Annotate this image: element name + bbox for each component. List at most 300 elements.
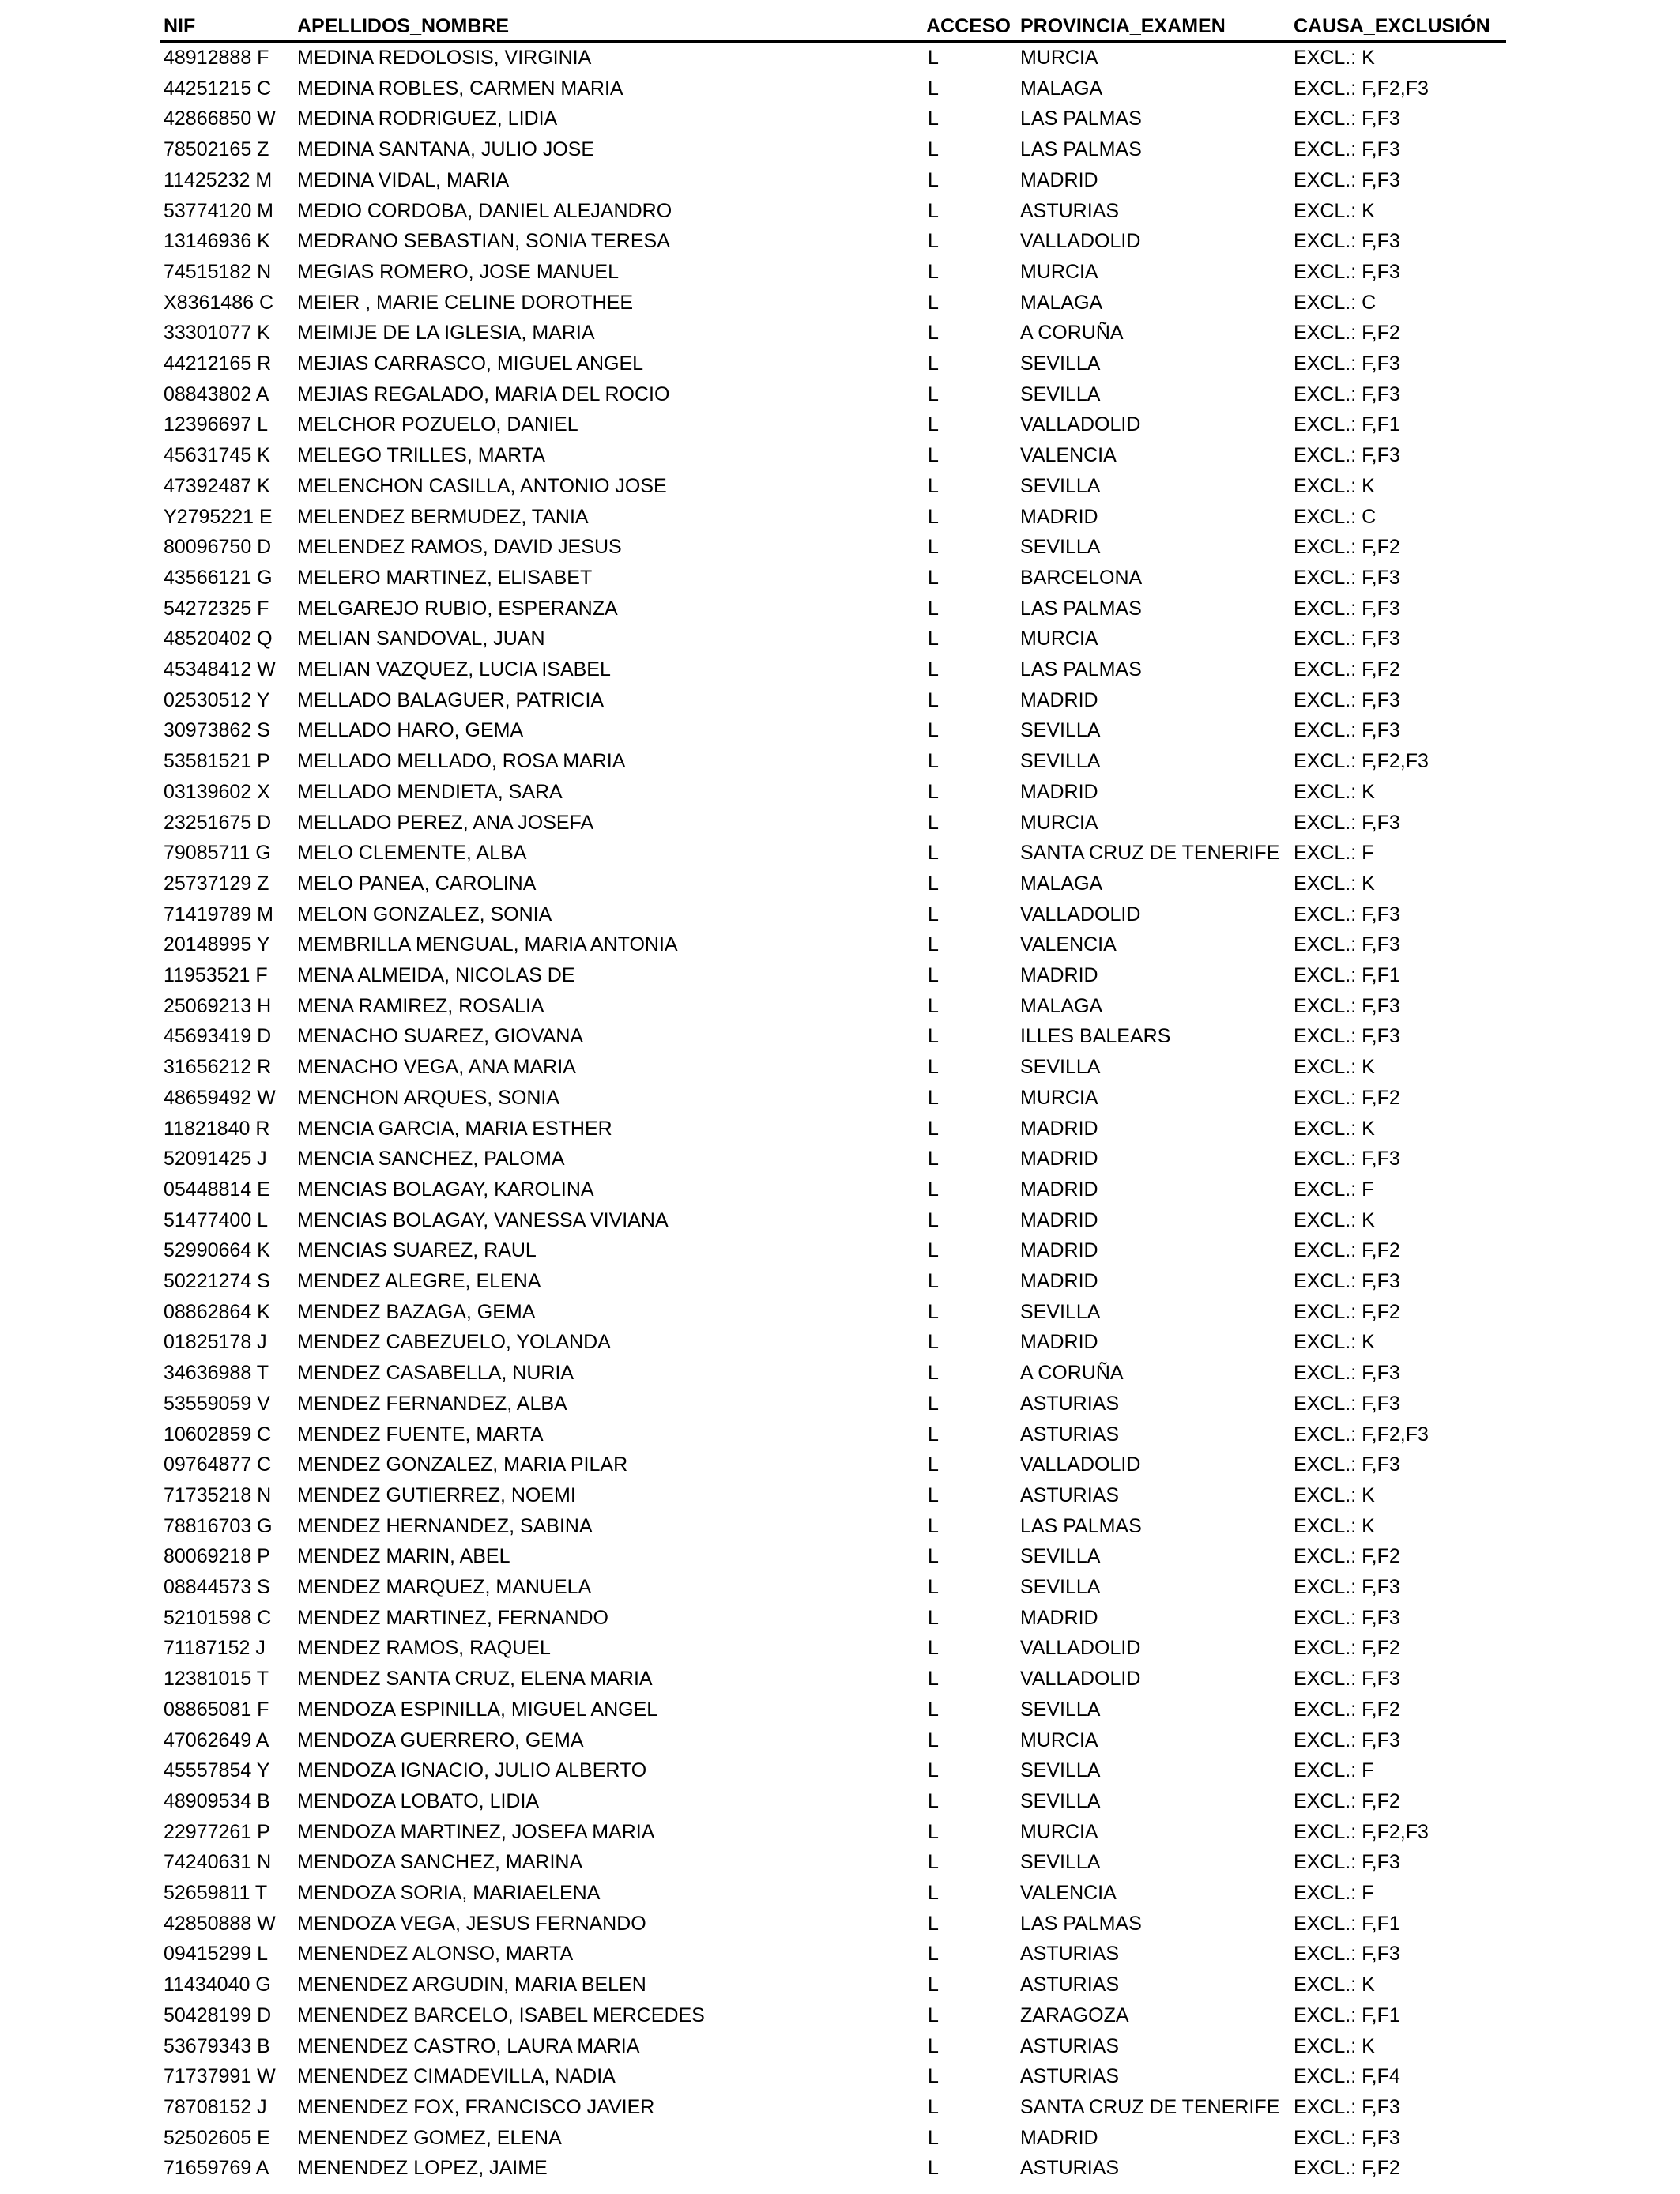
cell-acceso: L	[928, 1851, 939, 1874]
table-row	[0, 1603, 1680, 1634]
cell-nif: 08843802 A	[164, 383, 269, 405]
table-row	[0, 960, 1680, 991]
cell-acceso: L	[928, 1668, 939, 1691]
cell-provincia-examen: MURCIA	[1020, 47, 1098, 69]
cell-provincia-examen: SEVILLA	[1020, 1759, 1101, 1782]
cell-nif: 50428199 D	[164, 2004, 272, 2026]
cell-nif: 13146936 K	[164, 230, 270, 253]
cell-provincia-examen: ASTURIAS	[1020, 2034, 1120, 2057]
cell-provincia-examen: LAS PALMAS	[1020, 138, 1142, 161]
cell-acceso: L	[928, 47, 939, 69]
table-row	[0, 777, 1680, 808]
table-row	[0, 2031, 1680, 2062]
cell-apellidos-nombre: MENDEZ MARIN, ABEL	[297, 1545, 510, 1568]
cell-acceso: L	[928, 2065, 939, 2088]
cell-nif: 45557854 Y	[164, 1759, 270, 1782]
cell-nif: 74240631 N	[164, 1851, 272, 1874]
cell-apellidos-nombre: MENENDEZ BARCELO, ISABEL MERCEDES	[297, 2004, 705, 2026]
table-row	[0, 409, 1680, 440]
table-row	[0, 1389, 1680, 1419]
cell-acceso: L	[928, 1148, 939, 1171]
cell-apellidos-nombre: MENDOZA VEGA, JESUS FERNANDO	[297, 1912, 646, 1935]
table-row	[0, 1725, 1680, 1756]
cell-nif: 53581521 P	[164, 750, 270, 773]
cell-acceso: L	[928, 230, 939, 253]
cell-causa-exclusion: EXCL.: K	[1294, 872, 1375, 895]
cell-nif: 52659811 T	[164, 1882, 268, 1904]
cell-nif: 48909534 B	[164, 1789, 270, 1812]
cell-nif: 52091425 J	[164, 1148, 267, 1171]
table-row	[0, 1878, 1680, 1909]
cell-causa-exclusion: EXCL.: K	[1294, 199, 1375, 222]
cell-acceso: L	[928, 1759, 939, 1782]
table-row	[0, 74, 1680, 104]
cell-nif: 48659492 W	[164, 1086, 276, 1109]
cell-provincia-examen: MADRID	[1020, 1148, 1098, 1171]
cell-nif: 53679343 B	[164, 2034, 270, 2057]
cell-provincia-examen: MADRID	[1020, 1239, 1098, 1262]
cell-apellidos-nombre: MEIER , MARIE CELINE DOROTHEE	[297, 291, 634, 314]
table-row	[0, 1419, 1680, 1450]
cell-apellidos-nombre: MENDOZA SORIA, MARIAELENA	[297, 1882, 601, 1904]
cell-causa-exclusion: EXCL.: F,F3	[1294, 1576, 1400, 1598]
cell-apellidos-nombre: MENDOZA IGNACIO, JULIO ALBERTO	[297, 1759, 647, 1782]
table-row	[0, 2123, 1680, 2154]
cell-acceso: L	[928, 2034, 939, 2057]
cell-apellidos-nombre: MENDEZ FERNANDEZ, ALBA	[297, 1392, 567, 1415]
cell-provincia-examen: MADRID	[1020, 168, 1098, 191]
cell-causa-exclusion: EXCL.: F,F2	[1294, 1086, 1400, 1109]
cell-provincia-examen: MADRID	[1020, 688, 1098, 711]
cell-causa-exclusion: EXCL.: F,F3	[1294, 107, 1400, 130]
cell-nif: 52990664 K	[164, 1239, 270, 1262]
cell-acceso: L	[928, 2095, 939, 2118]
cell-apellidos-nombre: MENCIA SANCHEZ, PALOMA	[297, 1148, 565, 1171]
table-row	[0, 563, 1680, 594]
cell-causa-exclusion: EXCL.: F	[1294, 1178, 1374, 1201]
cell-causa-exclusion: EXCL.: K	[1294, 1483, 1375, 1506]
cell-causa-exclusion: EXCL.: F,F1	[1294, 1912, 1400, 1935]
cell-provincia-examen: SEVILLA	[1020, 1056, 1101, 1079]
cell-nif: 25069213 H	[164, 994, 272, 1017]
cell-apellidos-nombre: MENDEZ SANTA CRUZ, ELENA MARIA	[297, 1668, 653, 1691]
cell-provincia-examen: MURCIA	[1020, 811, 1098, 834]
cell-acceso: L	[928, 2157, 939, 2180]
cell-acceso: L	[928, 1239, 939, 1262]
cell-apellidos-nombre: MENCIA GARCIA, MARIA ESTHER	[297, 1117, 612, 1140]
cell-provincia-examen: MURCIA	[1020, 260, 1098, 283]
cell-causa-exclusion: EXCL.: F,F3	[1294, 1270, 1400, 1292]
cell-apellidos-nombre: MENDEZ FUENTE, MARTA	[297, 1423, 544, 1446]
cell-nif: 45348412 W	[164, 658, 276, 680]
cell-nif: 08844573 S	[164, 1576, 270, 1598]
cell-causa-exclusion: EXCL.: C	[1294, 505, 1377, 528]
table-row	[0, 869, 1680, 899]
cell-apellidos-nombre: MENDEZ HERNANDEZ, SABINA	[297, 1514, 593, 1537]
cell-nif: 78816703 G	[164, 1514, 273, 1537]
cell-provincia-examen: SEVILLA	[1020, 1300, 1101, 1323]
cell-nif: 25737129 Z	[164, 872, 269, 895]
cell-apellidos-nombre: MELLADO HARO, GEMA	[297, 719, 524, 742]
table-row	[0, 929, 1680, 960]
cell-provincia-examen: ASTURIAS	[1020, 1973, 1120, 1996]
cell-nif: 12396697 L	[164, 413, 269, 436]
cell-nif: 50221274 S	[164, 1270, 270, 1292]
cell-nif: 42866850 W	[164, 107, 276, 130]
cell-nif: 51477400 L	[164, 1208, 269, 1231]
cell-nif: 78502165 Z	[164, 138, 269, 161]
cell-apellidos-nombre: MENDEZ GUTIERREZ, NOEMI	[297, 1483, 576, 1506]
table-row	[0, 1114, 1680, 1144]
cell-nif: 22977261 P	[164, 1820, 270, 1843]
cell-provincia-examen: ASTURIAS	[1020, 1943, 1120, 1966]
cell-provincia-examen: MURCIA	[1020, 1728, 1098, 1751]
cell-provincia-examen: SEVILLA	[1020, 383, 1101, 405]
cell-apellidos-nombre: MELIAN SANDOVAL, JUAN	[297, 628, 545, 650]
cell-acceso: L	[928, 260, 939, 283]
cell-nif: 23251675 D	[164, 811, 272, 834]
cell-apellidos-nombre: MENDOZA SANCHEZ, MARINA	[297, 1851, 583, 1874]
table-row	[0, 1083, 1680, 1114]
cell-apellidos-nombre: MELLADO MELLADO, ROSA MARIA	[297, 750, 626, 773]
cell-apellidos-nombre: MENENDEZ ALONSO, MARTA	[297, 1943, 574, 1966]
cell-provincia-examen: SEVILLA	[1020, 352, 1101, 375]
cell-nif: 71735218 N	[164, 1483, 272, 1506]
cell-apellidos-nombre: MELON GONZALEZ, SONIA	[297, 903, 552, 925]
cell-causa-exclusion: EXCL.: F,F2,F3	[1294, 77, 1429, 100]
cell-provincia-examen: LAS PALMAS	[1020, 1514, 1142, 1537]
cell-causa-exclusion: EXCL.: F,F1	[1294, 964, 1400, 986]
table-row	[0, 532, 1680, 563]
table-row	[0, 1235, 1680, 1266]
cell-provincia-examen: MURCIA	[1020, 1086, 1098, 1109]
cell-causa-exclusion: EXCL.: F,F3	[1294, 1728, 1400, 1751]
cell-causa-exclusion: EXCL.: F,F2,F3	[1294, 750, 1429, 773]
cell-apellidos-nombre: MEDIO CORDOBA, DANIEL ALEJANDRO	[297, 199, 672, 222]
cell-causa-exclusion: EXCL.: K	[1294, 1117, 1375, 1140]
table-row	[0, 899, 1680, 930]
table-row	[0, 2153, 1680, 2184]
cell-causa-exclusion: EXCL.: F,F3	[1294, 1392, 1400, 1415]
cell-causa-exclusion: EXCL.: K	[1294, 1514, 1375, 1537]
table-row	[0, 1664, 1680, 1695]
cell-nif: 45631745 K	[164, 444, 270, 467]
cell-acceso: L	[928, 628, 939, 650]
cell-apellidos-nombre: MELEGO TRILLES, MARTA	[297, 444, 545, 467]
cell-provincia-examen: SEVILLA	[1020, 1576, 1101, 1598]
cell-apellidos-nombre: MENDEZ CASABELLA, NURIA	[297, 1362, 574, 1385]
cell-nif: 33301077 K	[164, 322, 270, 345]
cell-nif: 52502605 E	[164, 2126, 270, 2149]
cell-nif: 71659769 A	[164, 2157, 269, 2180]
cell-acceso: L	[928, 2004, 939, 2026]
cell-provincia-examen: ASTURIAS	[1020, 199, 1120, 222]
cell-acceso: L	[928, 199, 939, 222]
cell-apellidos-nombre: MEMBRILLA MENGUAL, MARIA ANTONIA	[297, 933, 678, 956]
cell-apellidos-nombre: MENDOZA GUERRERO, GEMA	[297, 1728, 584, 1751]
cell-nif: 71187152 J	[164, 1637, 266, 1660]
cell-provincia-examen: VALENCIA	[1020, 1882, 1117, 1904]
cell-acceso: L	[928, 933, 939, 956]
cell-acceso: L	[928, 1423, 939, 1446]
cell-causa-exclusion: EXCL.: K	[1294, 47, 1375, 69]
cell-provincia-examen: MALAGA	[1020, 872, 1103, 895]
table-row	[0, 196, 1680, 227]
cell-apellidos-nombre: MELLADO PEREZ, ANA JOSEFA	[297, 811, 594, 834]
cell-provincia-examen: ASTURIAS	[1020, 2157, 1120, 2180]
cell-acceso: L	[928, 1576, 939, 1598]
table-row	[0, 257, 1680, 288]
cell-acceso: L	[928, 474, 939, 497]
cell-nif: 53559059 V	[164, 1392, 270, 1415]
cell-nif: 44212165 R	[164, 352, 272, 375]
cell-causa-exclusion: EXCL.: F,F1	[1294, 413, 1400, 436]
cell-nif: 31656212 R	[164, 1056, 272, 1079]
cell-apellidos-nombre: MELO CLEMENTE, ALBA	[297, 842, 527, 865]
column-header-apellidos-nombre: APELLIDOS_NOMBRE	[297, 15, 510, 37]
cell-provincia-examen: LAS PALMAS	[1020, 597, 1142, 620]
cell-acceso: L	[928, 1637, 939, 1660]
cell-apellidos-nombre: MEJIAS CARRASCO, MIGUEL ANGEL	[297, 352, 644, 375]
cell-acceso: L	[928, 1453, 939, 1476]
table-row	[0, 43, 1680, 74]
cell-nif: 11425232 M	[164, 168, 273, 191]
cell-acceso: L	[928, 505, 939, 528]
cell-provincia-examen: BARCELONA	[1020, 566, 1143, 589]
cell-provincia-examen: SEVILLA	[1020, 1698, 1101, 1721]
cell-provincia-examen: ZARAGOZA	[1020, 2004, 1129, 2026]
cell-nif: 80069218 P	[164, 1545, 270, 1568]
cell-causa-exclusion: EXCL.: F,F4	[1294, 2065, 1400, 2088]
cell-causa-exclusion: EXCL.: K	[1294, 1973, 1375, 1996]
cell-apellidos-nombre: MENDEZ MARQUEZ, MANUELA	[297, 1576, 592, 1598]
cell-causa-exclusion: EXCL.: F,F3	[1294, 2126, 1400, 2149]
cell-apellidos-nombre: MENCIAS SUAREZ, RAUL	[297, 1239, 537, 1262]
cell-causa-exclusion: EXCL.: F,F2	[1294, 1637, 1400, 1660]
cell-acceso: L	[928, 842, 939, 865]
cell-apellidos-nombre: MELENDEZ RAMOS, DAVID JESUS	[297, 536, 622, 559]
table-row	[0, 1786, 1680, 1817]
table-row	[0, 808, 1680, 839]
cell-acceso: L	[928, 1728, 939, 1751]
cell-apellidos-nombre: MENDEZ GONZALEZ, MARIA PILAR	[297, 1453, 628, 1476]
cell-nif: 11434040 G	[164, 1973, 271, 1996]
cell-acceso: L	[928, 1483, 939, 1506]
table-row	[0, 1633, 1680, 1664]
cell-acceso: L	[928, 964, 939, 986]
cell-provincia-examen: MADRID	[1020, 964, 1098, 986]
cell-nif: 01825178 J	[164, 1331, 267, 1354]
cell-provincia-examen: VALLADOLID	[1020, 903, 1141, 925]
cell-apellidos-nombre: MENACHO VEGA, ANA MARIA	[297, 1056, 576, 1079]
cell-provincia-examen: MADRID	[1020, 1331, 1098, 1354]
cell-acceso: L	[928, 1056, 939, 1079]
cell-provincia-examen: SEVILLA	[1020, 1545, 1101, 1568]
cell-acceso: L	[928, 811, 939, 834]
cell-provincia-examen: MURCIA	[1020, 1820, 1098, 1843]
cell-provincia-examen: SEVILLA	[1020, 719, 1101, 742]
cell-nif: 12381015 T	[164, 1668, 269, 1691]
cell-causa-exclusion: EXCL.: F,F3	[1294, 1148, 1400, 1171]
cell-acceso: L	[928, 107, 939, 130]
cell-nif: 71419789 M	[164, 903, 274, 925]
cell-apellidos-nombre: MELENCHON CASILLA, ANTONIO JOSE	[297, 474, 667, 497]
table-row	[0, 1327, 1680, 1358]
column-header-provincia-examen: PROVINCIA_EXAMEN	[1020, 15, 1226, 37]
cell-acceso: L	[928, 413, 939, 436]
cell-nif: 20148995 Y	[164, 933, 270, 956]
cell-causa-exclusion: EXCL.: F,F3	[1294, 168, 1400, 191]
cell-nif: Y2795221 E	[164, 505, 273, 528]
table-row	[0, 1695, 1680, 1725]
cell-nif: 11821840 R	[164, 1117, 270, 1140]
table-row	[0, 1572, 1680, 1603]
cell-causa-exclusion: EXCL.: F,F3	[1294, 811, 1400, 834]
cell-nif: 03139602 X	[164, 780, 270, 803]
cell-provincia-examen: MALAGA	[1020, 77, 1103, 100]
cell-apellidos-nombre: MEDINA RODRIGUEZ, LIDIA	[297, 107, 558, 130]
cell-acceso: L	[928, 1606, 939, 1629]
cell-causa-exclusion: EXCL.: F,F3	[1294, 1606, 1400, 1629]
cell-causa-exclusion: EXCL.: F,F3	[1294, 138, 1400, 161]
cell-apellidos-nombre: MENDEZ RAMOS, RAQUEL	[297, 1637, 551, 1660]
cell-provincia-examen: MADRID	[1020, 505, 1098, 528]
cell-provincia-examen: ASTURIAS	[1020, 2065, 1120, 2088]
table-row	[0, 746, 1680, 777]
cell-provincia-examen: A CORUÑA	[1020, 1362, 1124, 1385]
cell-apellidos-nombre: MEJIAS REGALADO, MARIA DEL ROCIO	[297, 383, 670, 405]
table-row	[0, 991, 1680, 1022]
cell-apellidos-nombre: MENENDEZ GOMEZ, ELENA	[297, 2126, 562, 2149]
cell-causa-exclusion: EXCL.: F,F3	[1294, 230, 1400, 253]
cell-acceso: L	[928, 1025, 939, 1048]
table-row	[0, 1297, 1680, 1328]
cell-causa-exclusion: EXCL.: C	[1294, 291, 1377, 314]
cell-acceso: L	[928, 1912, 939, 1935]
cell-apellidos-nombre: MELIAN VAZQUEZ, LUCIA ISABEL	[297, 658, 611, 680]
cell-provincia-examen: VALLADOLID	[1020, 230, 1141, 253]
cell-causa-exclusion: EXCL.: F,F2	[1294, 536, 1400, 559]
cell-acceso: L	[928, 688, 939, 711]
cell-acceso: L	[928, 1820, 939, 1843]
cell-provincia-examen: MADRID	[1020, 780, 1098, 803]
table-row	[0, 502, 1680, 533]
cell-acceso: L	[928, 536, 939, 559]
cell-acceso: L	[928, 168, 939, 191]
cell-apellidos-nombre: MENDEZ ALEGRE, ELENA	[297, 1270, 541, 1292]
cell-apellidos-nombre: MENCHON ARQUES, SONIA	[297, 1086, 559, 1109]
cell-apellidos-nombre: MENCIAS BOLAGAY, KAROLINA	[297, 1178, 594, 1201]
cell-nif: 48912888 F	[164, 47, 269, 69]
cell-apellidos-nombre: MEDINA SANTANA, JULIO JOSE	[297, 138, 595, 161]
cell-causa-exclusion: EXCL.: F,F2	[1294, 1300, 1400, 1323]
table-row	[0, 1052, 1680, 1083]
cell-causa-exclusion: EXCL.: F,F2	[1294, 1239, 1400, 1262]
cell-acceso: L	[928, 1514, 939, 1537]
cell-nif: 08862864 K	[164, 1300, 270, 1323]
cell-apellidos-nombre: MENENDEZ ARGUDIN, MARIA BELEN	[297, 1973, 646, 1996]
cell-provincia-examen: VALENCIA	[1020, 444, 1117, 467]
cell-apellidos-nombre: MENCIAS BOLAGAY, VANESSA VIVIANA	[297, 1208, 669, 1231]
cell-nif: 10602859 C	[164, 1423, 272, 1446]
cell-provincia-examen: MADRID	[1020, 1270, 1098, 1292]
cell-acceso: L	[928, 1117, 939, 1140]
cell-causa-exclusion: EXCL.: F,F3	[1294, 933, 1400, 956]
cell-provincia-examen: SEVILLA	[1020, 750, 1101, 773]
cell-apellidos-nombre: MENDEZ CABEZUELO, YOLANDA	[297, 1331, 611, 1354]
cell-nif: 34636988 T	[164, 1362, 269, 1385]
cell-provincia-examen: MADRID	[1020, 2126, 1098, 2149]
table-row	[0, 318, 1680, 349]
cell-provincia-examen: MADRID	[1020, 1117, 1098, 1140]
cell-provincia-examen: VALLADOLID	[1020, 1637, 1141, 1660]
cell-acceso: L	[928, 566, 939, 589]
cell-acceso: L	[928, 780, 939, 803]
cell-provincia-examen: LAS PALMAS	[1020, 107, 1142, 130]
table-row	[0, 1511, 1680, 1542]
cell-causa-exclusion: EXCL.: F,F3	[1294, 2095, 1400, 2118]
cell-nif: 78708152 J	[164, 2095, 267, 2118]
table-row	[0, 838, 1680, 869]
cell-apellidos-nombre: MELO PANEA, CAROLINA	[297, 872, 537, 895]
table-row	[0, 349, 1680, 379]
column-header-causa-exclusion: CAUSA_EXCLUSIÓN	[1294, 15, 1490, 37]
cell-causa-exclusion: EXCL.: F,F2,F3	[1294, 1423, 1429, 1446]
table-row	[0, 685, 1680, 716]
cell-acceso: L	[928, 291, 939, 314]
cell-acceso: L	[928, 444, 939, 467]
cell-acceso: L	[928, 322, 939, 345]
cell-acceso: L	[928, 1208, 939, 1231]
cell-nif: 09764877 C	[164, 1453, 272, 1476]
cell-nif: 42850888 W	[164, 1912, 276, 1935]
cell-causa-exclusion: EXCL.: F,F3	[1294, 1362, 1400, 1385]
cell-provincia-examen: MURCIA	[1020, 628, 1098, 650]
table-row	[0, 288, 1680, 319]
cell-nif: 11953521 F	[164, 964, 268, 986]
cell-provincia-examen: SEVILLA	[1020, 474, 1101, 497]
cell-provincia-examen: MADRID	[1020, 1178, 1098, 1201]
cell-acceso: L	[928, 2126, 939, 2149]
cell-nif: 45693419 D	[164, 1025, 272, 1048]
cell-causa-exclusion: EXCL.: F,F2	[1294, 658, 1400, 680]
cell-acceso: L	[928, 903, 939, 925]
cell-acceso: L	[928, 1789, 939, 1812]
cell-nif: 53774120 M	[164, 199, 274, 222]
cell-nif: X8361486 C	[164, 291, 274, 314]
cell-causa-exclusion: EXCL.: F	[1294, 1759, 1374, 1782]
column-header-nif: NIF	[164, 15, 196, 37]
table-row	[0, 2092, 1680, 2123]
cell-acceso: L	[928, 1698, 939, 1721]
cell-causa-exclusion: EXCL.: F,F3	[1294, 597, 1400, 620]
cell-acceso: L	[928, 77, 939, 100]
cell-apellidos-nombre: MENENDEZ FOX, FRANCISCO JAVIER	[297, 2095, 655, 2118]
cell-causa-exclusion: EXCL.: F,F2	[1294, 1545, 1400, 1568]
cell-provincia-examen: VALLADOLID	[1020, 1668, 1141, 1691]
table-row	[0, 1144, 1680, 1174]
cell-causa-exclusion: EXCL.: F,F1	[1294, 2004, 1400, 2026]
cell-apellidos-nombre: MELCHOR POZUELO, DANIEL	[297, 413, 578, 436]
cell-apellidos-nombre: MENACHO SUAREZ, GIOVANA	[297, 1025, 584, 1048]
cell-causa-exclusion: EXCL.: F,F3	[1294, 1851, 1400, 1874]
cell-provincia-examen: ILLES BALEARS	[1020, 1025, 1171, 1048]
cell-causa-exclusion: EXCL.: F,F2,F3	[1294, 1820, 1429, 1843]
table-row	[0, 1541, 1680, 1572]
cell-acceso: L	[928, 383, 939, 405]
cell-nif: 48520402 Q	[164, 628, 273, 650]
cell-acceso: L	[928, 1392, 939, 1415]
